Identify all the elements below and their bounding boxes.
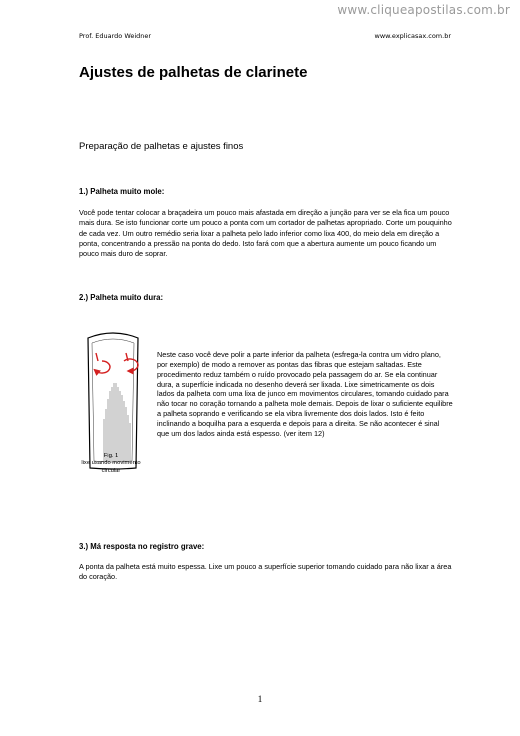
page-subtitle: Preparação de palhetas e ajustes finos (79, 141, 244, 152)
section-2-text: Neste caso você deve polir a parte inferior da palheta (esfrega-la contra um vidro plano, por exemplo) de modo a remover as pontas das fibras que estejam saltadas. Este procedimento reduz também o ruído provocado pela passagem do ar. Se ela continuar dura, a superfície indicada no desenho deverá ser lixada. Lixe simetricamente os dois lados da palheta com uma lixa de junco em movimentos circulares, tomando cuidado para não tocar no coração tornando a palheta mole demais. Depois de lixar o suficiente equilibre a palheta soprando e verificando se ela vibra livremente dos dois lados. Isto é feito inclinando a boquilha para a esquerda e depois para a direita. Se não acontecer é sinal que um dos lados ainda está espesso. (ver item 12) (157, 350, 453, 438)
page-number: 1 (257, 695, 263, 705)
header-site: www.explicasax.com.br (374, 32, 451, 40)
page-title: Ajustes de palhetas de clarinete (79, 64, 308, 81)
section-3-heading: 3.) Má resposta no registro grave: (79, 542, 205, 551)
header-author: Prof. Eduardo Weidner (79, 32, 152, 40)
figure-caption: Fig. 1 lixe usando movimento circular (81, 453, 141, 474)
section-3-text: A ponta da palheta está muito espessa. Lixe um pouco a superfície superior tomando cuidado para não lixar a área do coração. (79, 562, 452, 582)
section-1-text: Você pode tentar colocar a braçadeira um pouco mais afastada em direção a junção para ver se ela fica um pouco mais dura. Se isto funcionar corte um pouco a ponta com um cortador de palhetas apropriado. Corte um pouquinho de cada vez. Um outro remédio seria lixar a palheta pelo lado inferior como lixa 400, do meio dela em direção a ponta, concentrando a pressão na ponta do dedo. Isto fará com que a abertura aumente um pouco ficando um pouco mais duro de soprar. (79, 208, 452, 259)
section-1-heading: 1.) Palheta muito mole: (79, 187, 165, 196)
watermark-url: www.cliqueapostilas.com.br (337, 3, 510, 17)
section-2-heading: 2.) Palheta muito dura: (79, 293, 164, 302)
